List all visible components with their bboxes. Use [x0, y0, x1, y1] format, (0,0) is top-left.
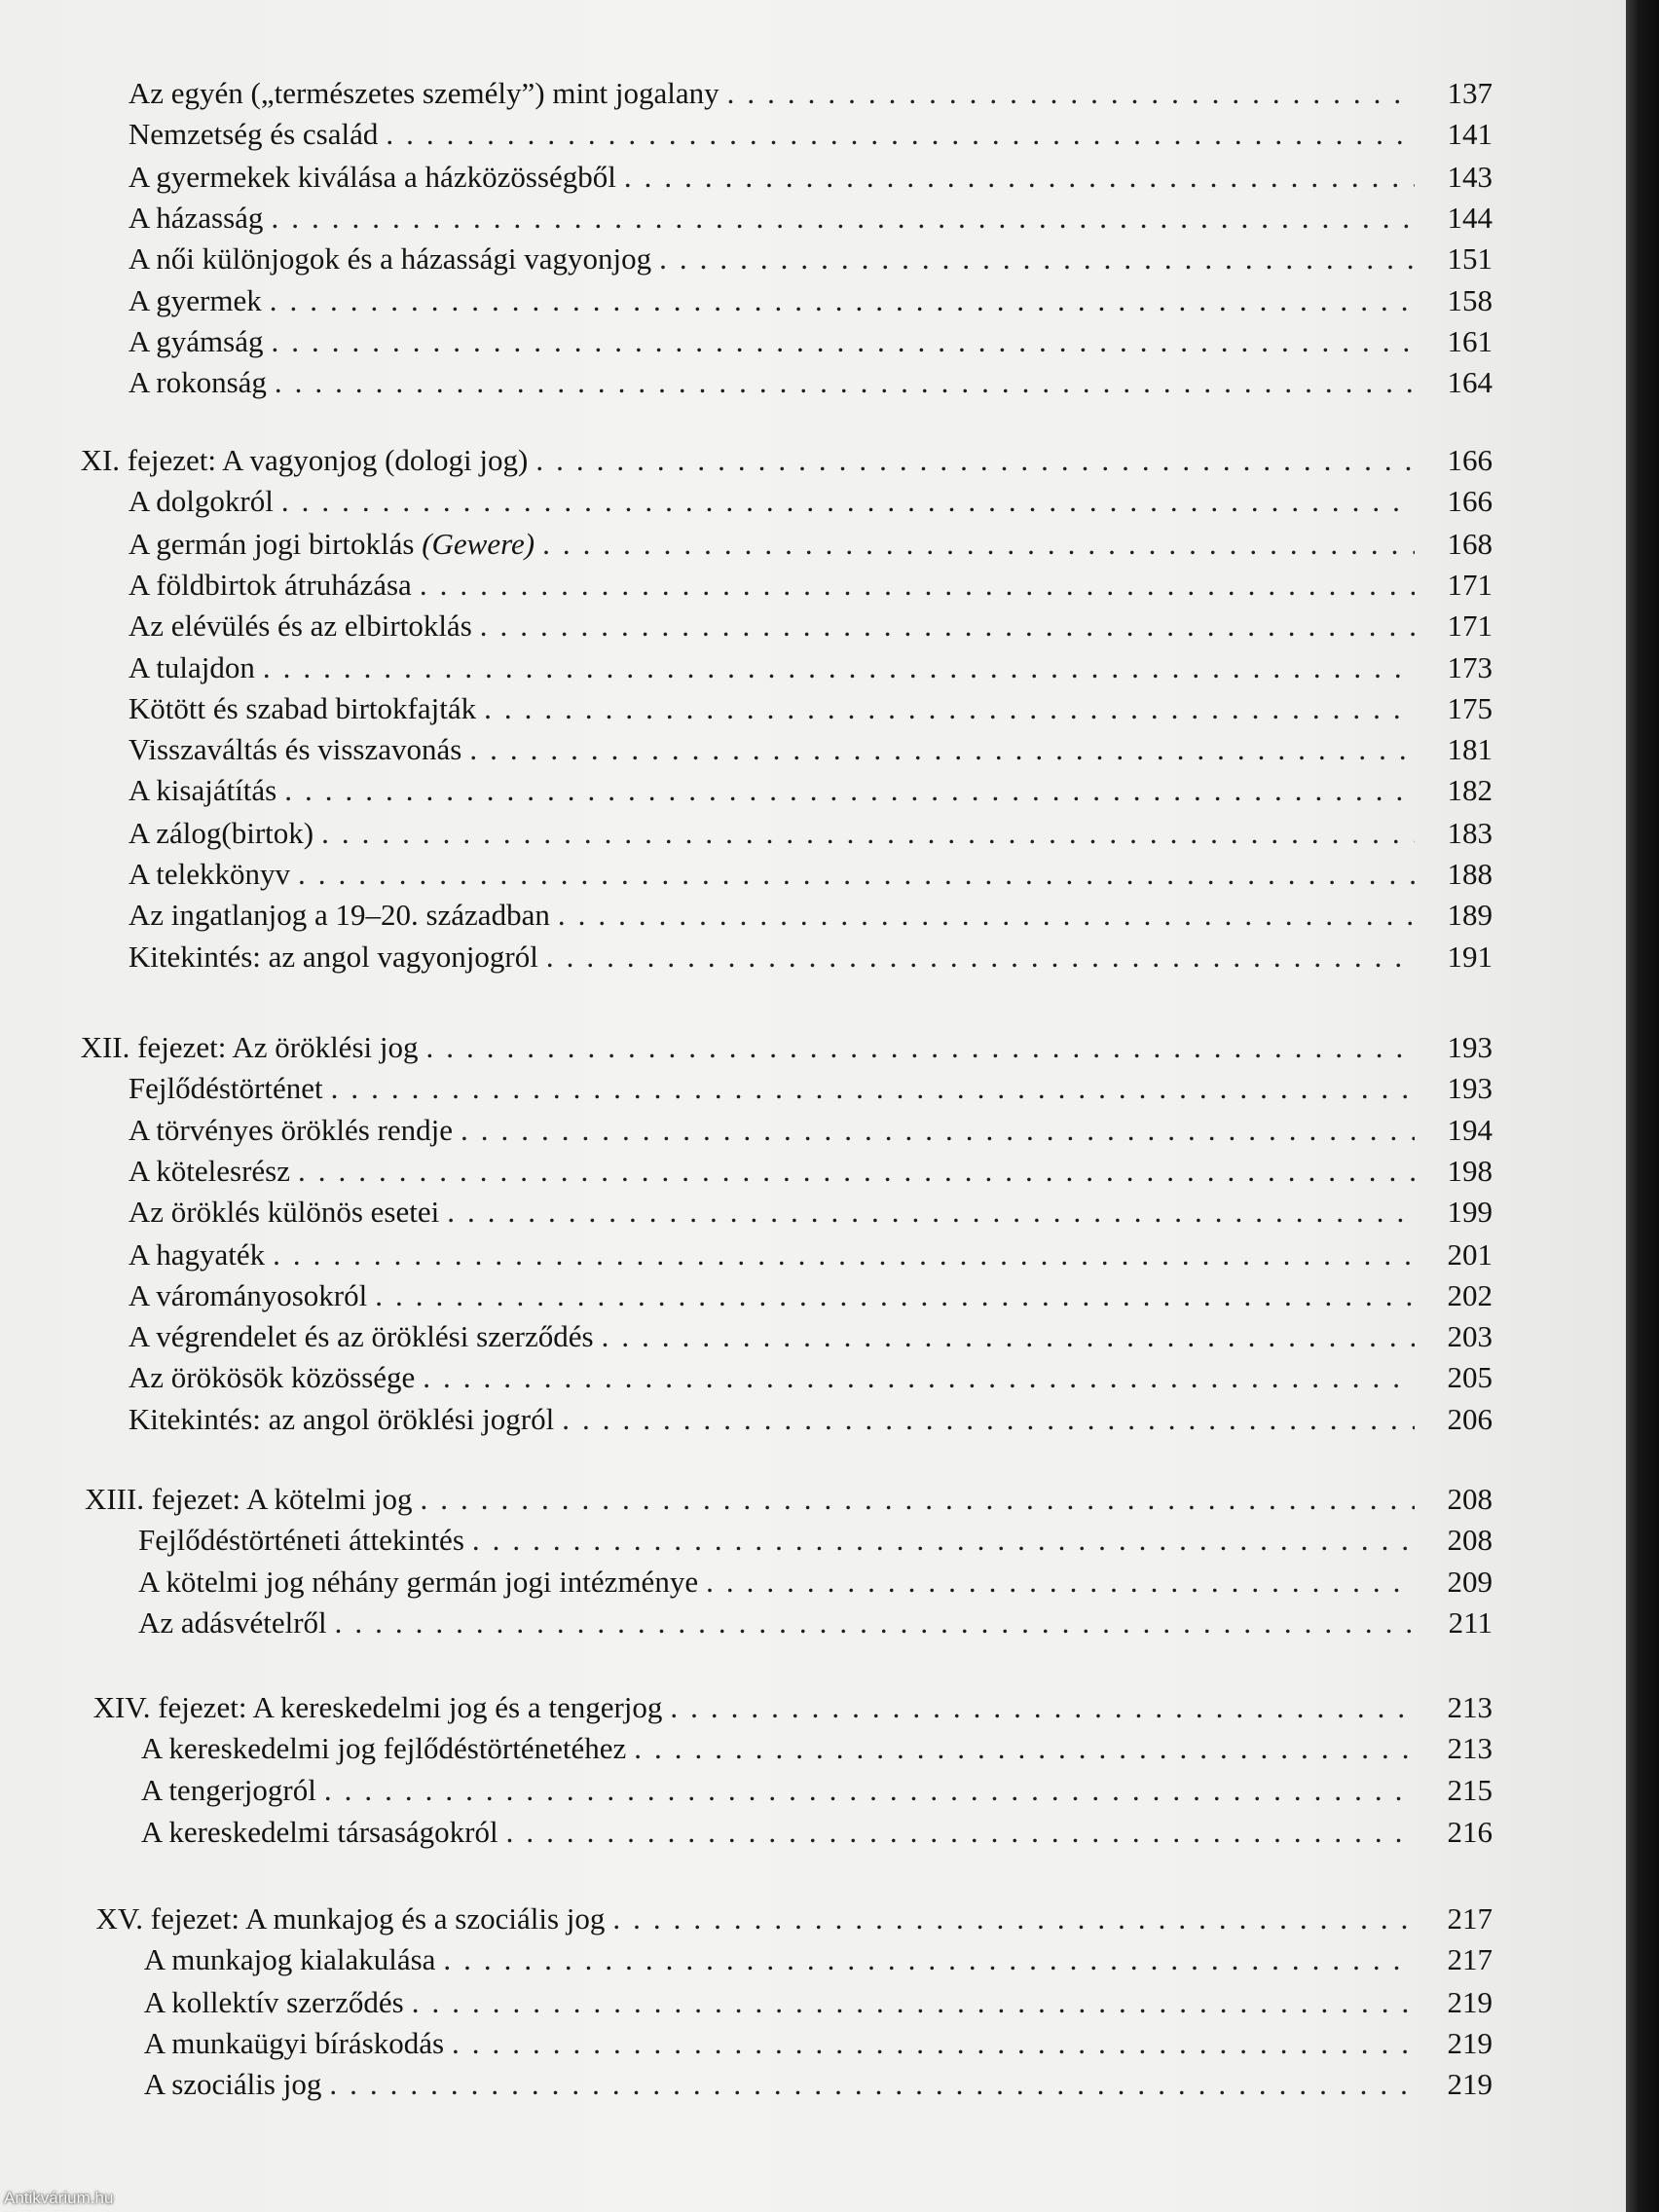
entry-title: A szociális jog [143, 2066, 322, 2101]
dot-leader [386, 114, 1415, 155]
page-number: 198 [1447, 1154, 1493, 1189]
dot-leader [375, 1275, 1415, 1316]
page-number: 183 [1447, 815, 1493, 850]
page-number: 217 [1447, 1942, 1493, 1977]
dot-leader [535, 440, 1415, 481]
page-number: 158 [1447, 283, 1493, 318]
page-number: 137 [1447, 76, 1493, 111]
dot-leader [506, 1812, 1415, 1853]
dot-leader [546, 937, 1415, 977]
dot-leader [562, 1399, 1415, 1440]
dot-leader [670, 1687, 1415, 1728]
entry-title: A munkajog kialakulása [143, 1942, 436, 1977]
toc-entry [129, 239, 1493, 279]
toc-entry [141, 1728, 1493, 1769]
page-number: 161 [1447, 324, 1493, 359]
dot-leader [329, 2064, 1415, 2105]
page-number: 189 [1447, 897, 1493, 932]
entry-title: Az elévülés és az elbirtoklás [128, 608, 472, 643]
entry-title: XII. fejezet: Az öröklési jog [80, 1029, 419, 1064]
toc-entry [129, 481, 1493, 522]
entry-title: A rokonság [128, 365, 267, 400]
dot-leader [273, 1235, 1415, 1275]
entry-title: Az öröklés különös esetei [128, 1195, 440, 1230]
entry-title: A kisajátítás [128, 773, 277, 808]
entry-title: Kitekintés: az angol vagyonjogról [128, 940, 538, 975]
page-number: 171 [1447, 608, 1493, 643]
entry-title: A gyermekek kiválása a házközösségből [128, 159, 616, 194]
page-number: 166 [1447, 484, 1493, 519]
entry-title: Kitekintés: az angol öröklési jogról [128, 1402, 555, 1437]
toc-entry [129, 1068, 1493, 1109]
toc-entry [129, 647, 1493, 688]
toc-entry [129, 73, 1493, 114]
dot-leader [335, 1603, 1415, 1643]
entry-title: A hagyaték [128, 1236, 266, 1272]
italic-term: (Gewere) [422, 526, 535, 561]
entry-title: A kötelmi jog néhány germán jogi intézménye [138, 1565, 699, 1600]
toc-entry [129, 1192, 1493, 1233]
page-number: 144 [1447, 200, 1493, 235]
entry-title: A germán jogi birtoklás (Gewere) [128, 526, 535, 561]
dot-leader [469, 729, 1415, 770]
page-number: 205 [1447, 1359, 1493, 1394]
dot-leader [263, 647, 1415, 688]
page-number: 188 [1447, 856, 1493, 891]
entry-title: A tengerjogról [140, 1773, 316, 1808]
chapter-heading [96, 1899, 1493, 1939]
chapter-heading [81, 440, 1493, 481]
toc-entry [144, 2023, 1493, 2064]
toc-entry [129, 565, 1493, 606]
entry-title: A zálog(birtok) [128, 815, 314, 850]
page-number: 171 [1447, 567, 1493, 602]
entry-title: Fejlődéstörténet [128, 1070, 323, 1105]
entry-title: A női különjogok és a házassági vagyonjog [128, 240, 652, 276]
entry-title: XIII. fejezet: A kötelmi jog [84, 1481, 413, 1516]
dot-leader [542, 524, 1415, 565]
dot-leader [706, 1562, 1415, 1603]
toc-entry [141, 1770, 1493, 1811]
toc-entry [129, 729, 1493, 770]
dot-leader [612, 1899, 1415, 1939]
entry-title: A törvényes öröklés rendje [128, 1113, 454, 1148]
page-number: 173 [1447, 650, 1493, 685]
page-number: 193 [1447, 1029, 1493, 1064]
dot-leader [275, 362, 1415, 403]
entry-title: XIV. fejezet: A kereskedelmi jog és a tengerjog [92, 1690, 663, 1724]
entry-title: Az örökösök közössége [128, 1359, 416, 1394]
entry-title: Nemzetség és család [128, 117, 379, 152]
toc-entry [129, 1275, 1493, 1316]
page-number: 194 [1447, 1113, 1493, 1148]
page-number: 206 [1447, 1402, 1493, 1437]
page-number: 182 [1447, 773, 1493, 808]
dot-leader [634, 1728, 1415, 1769]
toc-entry [141, 1812, 1493, 1853]
entry-title: A kötelesrész [128, 1154, 290, 1189]
entry-title: A tulajdon [128, 650, 255, 685]
dot-leader [271, 198, 1415, 239]
chapter-heading [93, 1687, 1493, 1728]
dot-leader [420, 565, 1415, 606]
toc-entry [129, 1110, 1493, 1151]
dot-leader [452, 2023, 1415, 2064]
page-number: 141 [1447, 117, 1493, 152]
entry-title: Kötött és szabad birtokfajták [128, 691, 477, 726]
page-number: 202 [1447, 1277, 1493, 1312]
toc-entry [129, 1235, 1493, 1275]
entry-title: XV. fejezet: A munkajog és a szociális jog [95, 1901, 606, 1936]
dot-leader [284, 770, 1415, 811]
entry-title: Az ingatlanjog a 19–20. században [128, 897, 550, 932]
page-number: 168 [1447, 526, 1493, 561]
toc-entry [129, 524, 1493, 565]
dot-leader [472, 1520, 1415, 1561]
entry-title: A végrendelet és az öröklési szerződés [128, 1318, 594, 1353]
page-number: 166 [1447, 443, 1493, 478]
page-number: 199 [1447, 1195, 1493, 1230]
toc-entry [129, 321, 1493, 362]
entry-title: Visszaváltás és visszavonás [128, 732, 462, 767]
toc-entry [129, 1316, 1493, 1357]
dot-leader [298, 1151, 1415, 1192]
page-number: 217 [1447, 1901, 1493, 1936]
entry-title: A kollektív szerződés [143, 1984, 404, 2019]
entry-title: Fejlődéstörténeti áttekintés [138, 1522, 464, 1557]
page-number: 219 [1447, 2025, 1493, 2060]
page-number: 201 [1447, 1236, 1493, 1272]
dot-leader [480, 606, 1415, 646]
toc-entry [129, 157, 1493, 198]
entry-title: XI. fejezet: A vagyonjog (dologi jog) [80, 443, 529, 478]
chapter-heading [81, 1027, 1493, 1068]
dot-leader [270, 280, 1415, 321]
page-number: 143 [1447, 159, 1493, 194]
dot-leader [461, 1110, 1415, 1151]
dot-leader [298, 854, 1415, 895]
entry-title: A dolgokról [128, 484, 274, 519]
toc-entry [129, 813, 1493, 854]
book-spine-shadow [1626, 0, 1659, 2212]
toc-entry [129, 1399, 1493, 1440]
page-number: 215 [1447, 1773, 1493, 1808]
watermark: Antikvárium.hu [4, 2189, 114, 2207]
entry-title: A telekkönyv [128, 856, 291, 891]
page-number: 164 [1447, 365, 1493, 400]
dot-leader [558, 895, 1415, 936]
entry-title: Az adásvételről [138, 1605, 327, 1641]
toc-entry [129, 895, 1493, 936]
entry-title: A földbirtok átruházása [128, 567, 412, 602]
page-number: 219 [1447, 2066, 1493, 2101]
dot-leader [412, 1982, 1415, 2023]
toc-entry [138, 1520, 1493, 1561]
entry-title: A gyámság [128, 324, 264, 359]
entry-title: A házasság [128, 200, 264, 235]
dot-leader [271, 321, 1415, 362]
toc-entry [138, 1562, 1493, 1603]
toc-entry [144, 1939, 1493, 1980]
toc-entry [129, 1357, 1493, 1398]
page-number: 175 [1447, 691, 1493, 726]
entry-title: A kereskedelmi jog fejlődéstörténetéhez [140, 1731, 627, 1766]
entry-title: A kereskedelmi társaságokról [140, 1814, 498, 1849]
dot-leader [727, 73, 1415, 114]
toc-entry [129, 362, 1493, 403]
page-number: 208 [1447, 1481, 1493, 1516]
dot-leader [484, 688, 1415, 729]
page-number: 208 [1447, 1522, 1493, 1557]
dot-leader [324, 1770, 1415, 1811]
page-number: 211 [1448, 1605, 1493, 1641]
page-number: 213 [1447, 1731, 1493, 1766]
entry-title: A várományosokról [128, 1277, 368, 1312]
toc-entry [129, 114, 1493, 155]
page-number: 203 [1447, 1318, 1493, 1353]
page-number: 213 [1447, 1690, 1493, 1724]
entry-title: A gyermek [128, 283, 262, 318]
toc-entry [129, 606, 1493, 646]
page-number: 181 [1447, 732, 1493, 767]
toc-entry [129, 198, 1493, 239]
dot-leader [321, 813, 1415, 854]
dot-leader [281, 481, 1415, 522]
toc-entry [129, 937, 1493, 977]
page-number: 193 [1447, 1070, 1493, 1105]
dot-leader [447, 1192, 1415, 1233]
dot-leader [421, 1479, 1415, 1520]
entry-title: A munkaügyi bíráskodás [143, 2025, 445, 2060]
toc-entry [129, 854, 1493, 895]
page-number: 151 [1447, 240, 1493, 276]
dot-leader [602, 1316, 1415, 1357]
page-number: 191 [1447, 940, 1493, 975]
toc-entry [144, 2064, 1493, 2105]
toc-entry [138, 1603, 1493, 1643]
toc-entry [129, 280, 1493, 321]
page-number: 216 [1447, 1814, 1493, 1849]
toc-entry [129, 770, 1493, 811]
dot-leader [443, 1939, 1415, 1980]
chapter-heading [85, 1479, 1493, 1520]
page-number: 219 [1447, 1984, 1493, 2019]
dot-leader [331, 1068, 1415, 1109]
toc-entry [129, 1151, 1493, 1192]
dot-leader [423, 1357, 1415, 1398]
dot-leader [624, 157, 1415, 198]
dot-leader [659, 239, 1415, 279]
entry-title: Az egyén („természetes személy”) mint jogalany [128, 76, 719, 111]
dot-leader [425, 1027, 1415, 1068]
toc-entry [144, 1982, 1493, 2023]
page-number: 209 [1447, 1565, 1493, 1600]
toc-entry [129, 688, 1493, 729]
